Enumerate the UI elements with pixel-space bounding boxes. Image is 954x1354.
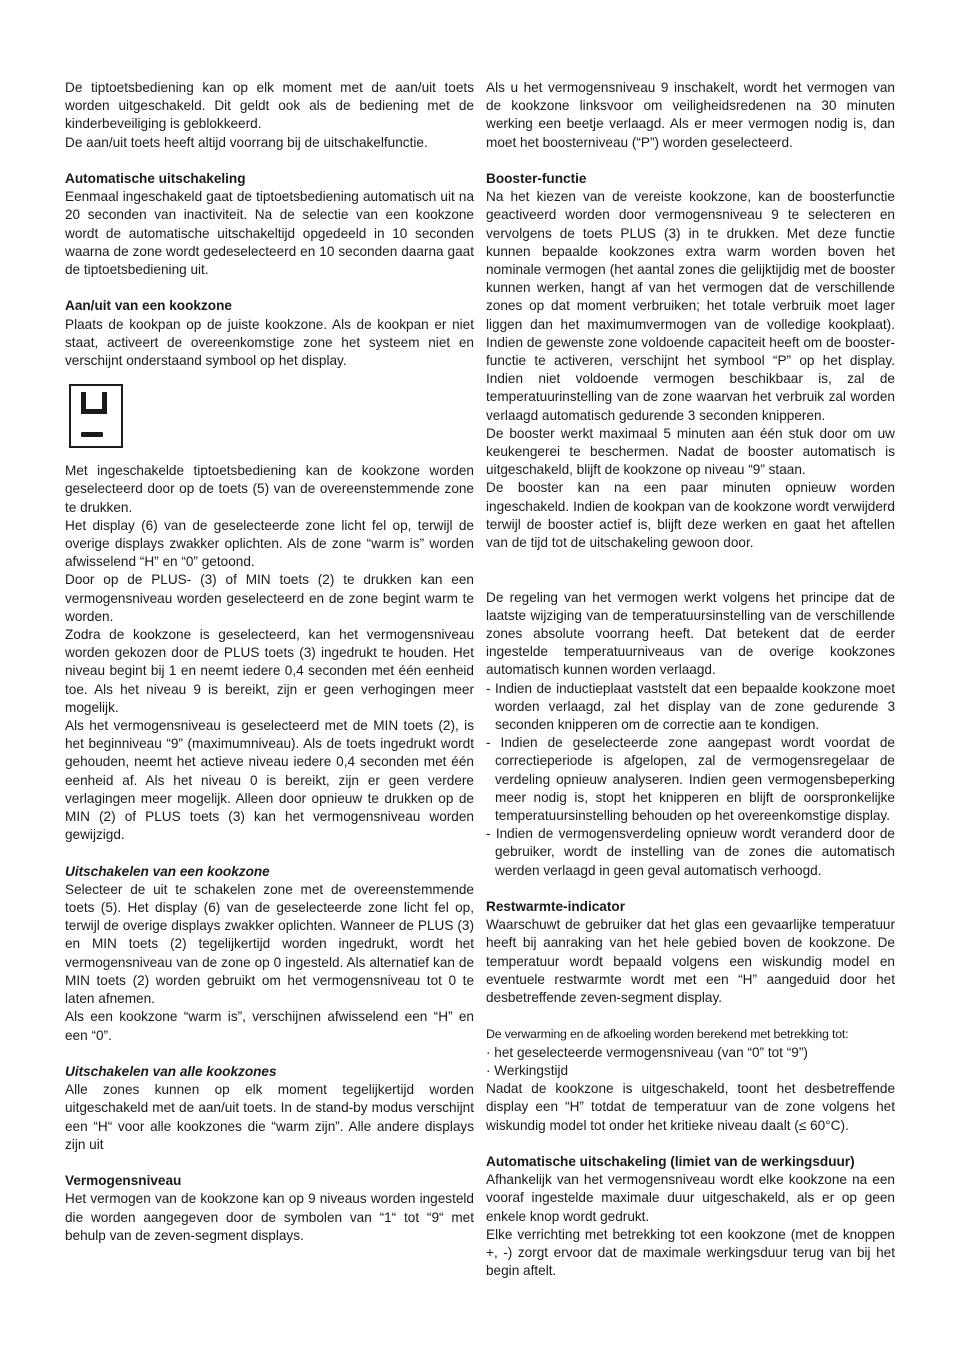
paragraph: Als het vermogensniveau is geselecteerd met de MIN toets (2), is het beginniveau “9” (maximumniveau). Als de toets ingedrukt wordt gehouden, neemt het actieve niveau iedere 0,4 seconden met één eenheid af. Als het niveau 0 is bereikt, zijn er geen verdere verlagingen meer mogelijk. Alleen door opnieuw te drukken op de MIN (2) of PLUS toets (3) kan het vermogensniveau worden gewijzigd. xyxy=(65,718,474,843)
section-heading-switch-off-all: Uitschakelen van alle kookzones xyxy=(65,1063,277,1079)
paragraph: Als u het vermogensniveau 9 inschakelt, wordt het vermogen van de kookzone linksvoor om veiligheidsredenen na 30 minuten werking een beetje verlaagd. Als er meer vermogen nodig is, dan moet het boosterniveau (“P”) worden geselecteerd. xyxy=(486,80,895,150)
paragraph: Nadat de kookzone is uitgeschakeld, toont het desbetreffende display een “H” totdat de temperatuur van de zone volgens het wiskundig model tot onder het kritieke niveau daalt (≤ 60°C). xyxy=(486,1081,895,1133)
section-heading-switch-off-zone: Uitschakelen van een kookzone xyxy=(65,863,270,879)
list-item: - Indien de vermogensverdeling opnieuw wordt veranderd door de gebruiker, wordt de instelling van de zones die automatisch werden verlaagd in geen geval automatisch verhoogd. xyxy=(486,826,895,878)
paragraph: Met ingeschakelde tiptoetsbediening kan de kookzone worden geselecteerd door op de toets (5) van de overeenstemmende zone te drukken. xyxy=(65,463,474,515)
paragraph: Als een kookzone “warm is”, verschijnen afwisselend een “H” en een “0”. xyxy=(65,1009,474,1043)
paragraph: Plaats de kookpan op de juiste kookzone. Als de kookpan er niet staat, activeert de overeenkomstige zone het systeem niet en verschijnt onderstaand symbool op het display. xyxy=(65,316,474,369)
list-item: · het geselecteerde vermogensniveau (van “0” tot “9”) xyxy=(486,1044,808,1060)
paragraph: Elke verrichting met betrekking tot een kookzone (met de knoppen +, -) zorgt ervoor dat de maximale werkingsduur terug van bij het begin aftelt. xyxy=(486,1226,895,1279)
paragraph: Eenmaal ingeschakeld gaat de tiptoetsbediening automatisch uit na 20 seconden van inactiviteit. Na de selectie van een kookzone wordt de automatische uitschakeltijd opgedeeld in 10 seconden waarna de zone wordt gedeselecteerd en 10 seconden daarna gaat de tiptoetsbediening uit. xyxy=(65,189,474,278)
paragraph: Zodra de kookzone is geselecteerd, kan het vermogensniveau worden gekozen door de PLUS toets (3) ingedrukt te houden. Het niveau begint bij 1 en neemt iedere 0,4 seconden met één eenheid toe. Als het niveau 9 is bereikt, zijn er geen verhogingen meer mogelijk. xyxy=(65,627,474,715)
paragraph: Na het kiezen van de vereiste kookzone, kan de boosterfunctie geactiveerd worden door vermogensniveau 9 te selecteren en vervolgens de toets PLUS (3) in te drukken. Met deze functie kunnen bepaalde kookzones extra warm worden boven het nominale vermogen (het aantal zones die gelijktijdig met de booster kunnen werken, hangt af van het vermogen dat de verschillende zones op dat moment verbruiken; het totale verbruik moet lager liggen dan het maximumvermogen van de volledige kookplaat). Indien de gewenste zone voldoende capaciteit heeft om de booster-functie te activeren, verschijnt het symbool “P” op het display. Indien niet voldoende vermogen beschikbaar is, zal de temperatuurinstelling van de zone waarvan het verbruik zal worden verlaagd automatisch gedurende 3 seconden knipperen. xyxy=(486,189,895,423)
paragraph: Door op de PLUS- (3) of MIN toets (2) te drukken kan een vermogensniveau worden geselecteerd en de zone begint warm te worden. xyxy=(65,572,474,624)
section-heading-booster: Booster-functie xyxy=(486,171,587,186)
paragraph: Het display (6) van de geselecteerde zone licht fel op, terwijl de overige displays zwakker oplichten. Als de zone “warm is” worden afwisselend “H” en “0” getoond. xyxy=(65,517,474,570)
list-item: · Werkingstijd xyxy=(486,1062,569,1078)
section-heading-power-level: Vermogensniveau xyxy=(65,1173,182,1189)
paragraph: Het vermogen van de kookzone kan op 9 niveaus worden ingesteld die worden aangegeven door de symbolen van “1“ tot “9“ met behulp van de zeven-segment displays. xyxy=(65,1191,474,1243)
paragraph: De booster kan na een paar minuten opnieuw worden ingeschakeld. Indien de kookpan van de kookzone wordt verwijderd terwijl de booster actief is, blijft deze werken en gaat het aftellen van de tijd tot de uitschakeling gewoon door. xyxy=(486,480,895,551)
paragraph: De aan/uit toets heeft altijd voorrang bij de uitschakelfunctie. xyxy=(65,134,428,150)
paragraph: De regeling van het vermogen werkt volgens het principe dat de laatste wijziging van de temperatuursinstelling van de verschillende zones absolute voorrang heeft. Dat betekent dat de eerder ingestelde temperatuurniveaus van de overige kookzones automatisch kunnen worden verlaagd. xyxy=(486,589,895,678)
underscore-segment-icon xyxy=(81,432,103,437)
right-column xyxy=(486,79,895,1280)
paragraph: Afhankelijk van het vermogensniveau wordt elke kookzone na een vooraf ingestelde maximale duur uitgeschakeld, als er op geen enkele knop wordt gedrukt. xyxy=(486,1172,895,1224)
paragraph: Alle zones kunnen op elk moment tegelijkertijd worden uitgeschakeld met de aan/uit toets. In de stand-by modus verschijnt een “H“ voor alle kookzones die “warm zijn”. Alle andere displays zijn uit xyxy=(65,1082,474,1152)
paragraph: De tiptoetsbediening kan op elk moment met de aan/uit toets worden uitgeschakeld. Dit geldt ook als de bediening met de kinderbeveiliging is geblokkeerd. xyxy=(65,80,474,132)
section-heading-operating-time-limit: Automatische uitschakeling (limiet van de werkingsduur) xyxy=(486,1153,855,1169)
list-item: - Indien de inductieplaat vaststelt dat een bepaalde kookzone moet worden verlaagd, zal het display van de zone gedurende 3 seconden knipperen om de correctie aan te kondigen. xyxy=(486,680,895,733)
paragraph: Waarschuwt de gebruiker dat het glas een gevaarlijke temperatuur heeft bij aanraking van het hele gebied boven de kookzone. De temperatuur wordt bepaald volgens een wiskundig model en eventuele restwarmte wordt met een “H” aangeduid door het desbetreffende zeven-segment display. xyxy=(486,917,895,1006)
section-heading-zone-onoff: Aan/uit van een kookzone xyxy=(65,298,232,314)
left-column xyxy=(65,79,474,1245)
u-segment-icon xyxy=(81,392,107,414)
paragraph: De booster werkt maximaal 5 minuten aan één stuk door om uw keukengerei te beschermen. Nadat de booster automatisch is uitgeschakeld, blijft de kookzone op niveau “9” staan. xyxy=(486,425,895,478)
no-pan-display-symbol-icon xyxy=(69,384,123,448)
list-item: - Indien de geselecteerde zone aangepast wordt voordat de correctieperiode is afgelopen, zal de vermogensregelaar de verdeling opnieuw analyseren. Indien geen vermogensbeperking meer nodig is, stopt het knipperen en blijft de oorspronkelijke temperatuursinstelling behouden op het overeenkomstige display. xyxy=(486,735,895,824)
paragraph: Selecteer de uit te schakelen zone met de overeenstemmende toets (5). Het display (6) van de geselecteerde zone licht fel op, terwijl de overige displays zwakker oplichten. Wanneer de PLUS (3) en MIN toets (2) tegelijkertijd worden ingedrukt, wordt het vermogensniveau van de zone op 0 ingesteld. Als alternatief kan de MIN toets (2) worden gebruikt om het vermogensniveau tot 0 te laten afnemen. xyxy=(65,881,474,1007)
section-heading-residual-heat: Restwarmte-indicator xyxy=(486,899,625,915)
paragraph: De verwarming en de afkoeling worden berekend met betrekking tot: xyxy=(486,1027,849,1042)
section-heading-automatic-shutoff: Automatische uitschakeling xyxy=(65,171,246,186)
